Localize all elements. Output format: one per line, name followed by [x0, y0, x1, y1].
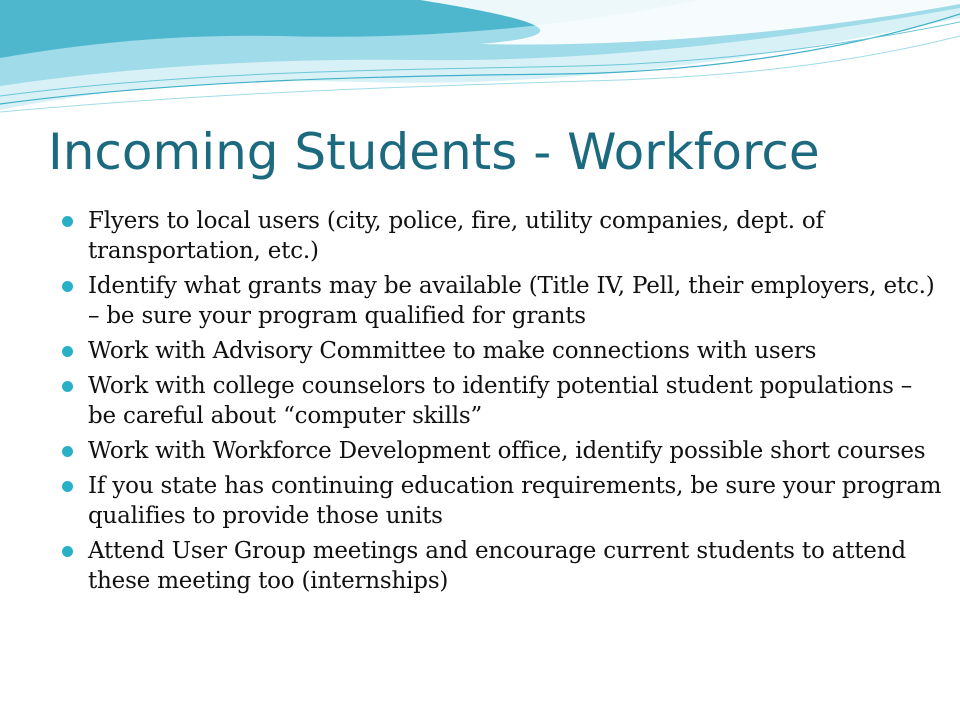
bullet-text: Work with college counselors to identify potential student populations – be careful about “computer skills”: [88, 373, 913, 429]
bullet-dot-icon: [62, 346, 73, 357]
bullet-text: Work with Advisory Committee to make connections with users: [88, 338, 817, 364]
bullet-dot-icon: [62, 216, 73, 227]
bullet-item: [62, 536, 942, 596]
slide-title: Incoming Students - Workforce: [48, 123, 820, 181]
bullet-dot-icon: [62, 481, 73, 492]
bullet-dot-icon: [62, 546, 73, 557]
bullet-item: [62, 271, 942, 331]
bullet-item: [62, 336, 942, 366]
bullet-item: [62, 371, 942, 431]
bullet-item: [62, 436, 942, 466]
bullet-item: [62, 206, 942, 266]
bullet-text: Work with Workforce Development office, identify possible short courses: [88, 438, 926, 464]
decorative-wave-header: [0, 0, 960, 120]
bullet-text: Attend User Group meetings and encourage current students to attend these meeting too (internships): [88, 538, 906, 594]
bullet-dot-icon: [62, 446, 73, 457]
bullet-dot-icon: [62, 381, 73, 392]
bullet-text: Flyers to local users (city, police, fire, utility companies, dept. of transportation, etc.): [88, 208, 824, 264]
bullet-item: [62, 471, 942, 531]
bullet-list: [62, 206, 942, 601]
bullet-text: Identify what grants may be available (Title IV, Pell, their employers, etc.) – be sure your program qualified for grants: [88, 273, 935, 329]
bullet-text: If you state has continuing education requirements, be sure your program qualifies to provide those units: [88, 473, 942, 529]
bullet-dot-icon: [62, 281, 73, 292]
